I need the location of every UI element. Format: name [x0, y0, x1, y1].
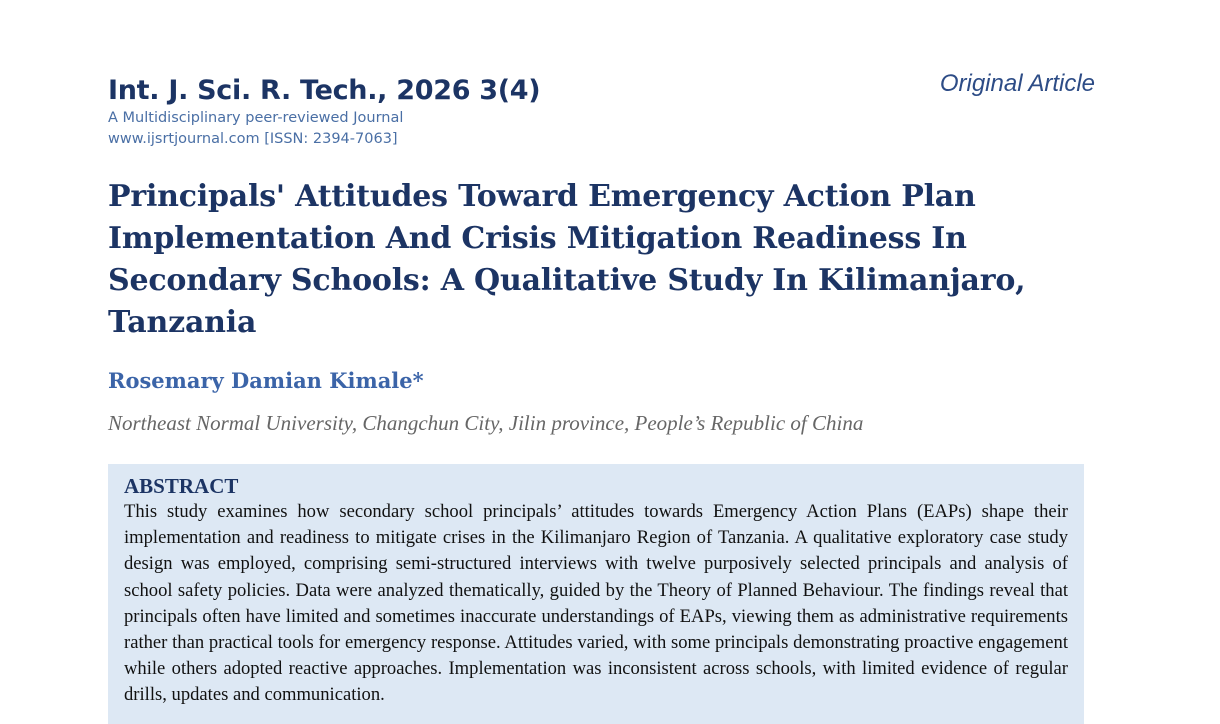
paper-title: Principals' Attitudes Toward Emergency Action Plan Implementation And Crisis Mitigation Readiness In Secondary Schools: A Qualitative Study In Kilimanjaro, Tanzania	[108, 179, 1026, 340]
author-affiliation: Northeast Normal University, Changchun City, Jilin province, People’s Republic of China	[108, 411, 864, 435]
journal-header	[108, 74, 540, 150]
journal-website[interactable]: www.ijsrtjournal.com [ISSN: 2394-7063]	[108, 131, 398, 147]
journal-title: Int. J. Sci. R. Tech., 2026 3(4)	[108, 75, 541, 106]
journal-subtitle: A Multidisciplinary peer-reviewed Journal	[108, 110, 404, 126]
abstract-text: This study examines how secondary school principals’ attitudes towards Emergency Action Plans (EAPs) shape their implementation and readiness to mitigate crises in the Kilimanjaro Region of Tanzania. A qualitative exploratory case study design was employed, comprising semi-structured interviews with twelve purposively selected principals and analysis of school safety policies. Data were analyzed thematically, guided by the Theory of Planned Behaviour. The findings reveal that principals often have limited and sometimes inaccurate understandings of EAPs, viewing them as administrative requirements rather than practical tools for emergency response. Attitudes varied, with some principals demonstrating proactive engagement while others adopted reactive approaches. Implementation was inconsistent across schools, with limited evidence of regular drills, updates and communication.	[124, 501, 1068, 706]
author-name: Rosemary Damian Kimale*	[108, 368, 424, 393]
abstract-section	[108, 464, 1084, 724]
abstract-heading: ABSTRACT	[124, 474, 239, 498]
article-type-label: Original Article	[939, 70, 1095, 97]
